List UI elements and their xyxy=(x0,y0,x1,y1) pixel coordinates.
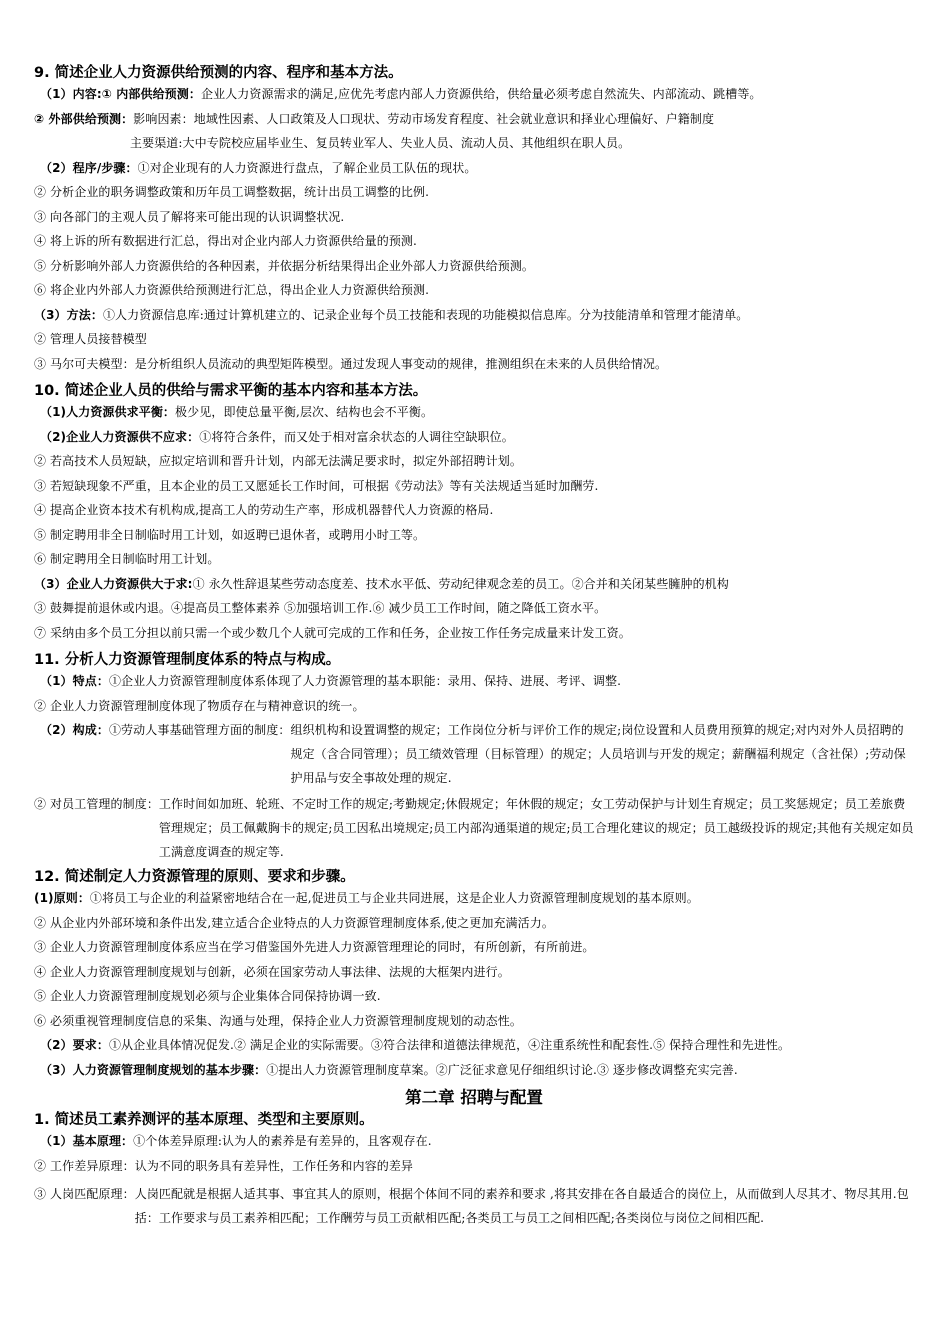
q10-line-2: （2)企业人力资源供不应求：①将符合条件，而又处于相对富余状态的人调往空缺职位。 xyxy=(40,429,514,444)
q10-line-8: （3）企业人力资源供大于求:① 永久性辞退某些劳动态度差、技术水平低、劳动纪律观念差的员工。②合并和关闭某些臃肿的机构 xyxy=(34,576,729,591)
q12-line-7: （2）要求：①从企业具体情况促发.② 满足企业的实际需要。③符合法律和道德法律规范，④注重系统性和配套性.⑤ 保持合理性和先进性。 xyxy=(40,1038,791,1052)
q9-line-3: 主要渠道:大中专院校应届毕业生、复员转业军人、失业人员、流动人员、其他组织在职人员。 xyxy=(130,136,631,150)
q9-line-4: （2）程序/步骤：①对企业现有的人力资源进行盘点，了解企业员工队伍的现状。 xyxy=(40,160,477,175)
q12-line-5: ⑤ 企业人力资源管理制度规划必须与企业集体合同保持协调一致. xyxy=(34,989,381,1003)
q9-line-6: ③ 向各部门的主观人员了解将来可能出现的认识调整状况. xyxy=(34,209,345,224)
q10-line-9: ③ 鼓舞提前退休或内退。④提高员工整体素养 ⑤加强培训工作.⑥ 减少员工工作时间，随之降低工资水平。 xyxy=(34,601,607,615)
question-10-title: 10. 简述企业人员的供给与需求平衡的基本内容和基本方法。 xyxy=(34,383,428,399)
q11-line-4: ② 对员工管理的制度： 工作时间如加班、轮班、不定时工作的规定;考勤规定;休假规定；年休假的规定；女工劳动保护与计划生育规定；员工奖惩规定；员工差旅费管理规定；员工佩戴胸卡的规定;员工因私出境规定;员工内部沟通渠道的规定;员工合理化建议的规定；员工越级投诉的规定;其他有关规定如员工满意度调查的规定等. xyxy=(34,797,914,859)
q11-line-3: （2）构成：①劳动人事基础管理方面的制度： 组织机构和设置调整的规定；工作岗位分析与评价工作的规定;岗位设置和人员费用预算的规定;对内对外人员招聘的规定（含合同管理）；员工绩效管理（目标管理）的规定；人员培训与开发的规定；薪酬福利规定（含社保）;劳动保护用品与安全事故处理的规定. xyxy=(40,723,906,785)
question-11-title: 11. 分析人力资源管理制度体系的特点与构成。 xyxy=(34,652,341,668)
document-page xyxy=(34,62,914,1230)
q11-line-2: ② 企业人力资源管理制度体现了物质存在与精神意识的统一。 xyxy=(34,698,365,713)
q10-line-3: ② 若高技术人员短缺，应拟定培训和晋升计划，内部无法满足要求时，拟定外部招聘计划。 xyxy=(34,454,522,468)
chapter-2-title: 第二章 招聘与配置 xyxy=(405,1088,543,1107)
q12-line-1: (1)原则：①将员工与企业的利益紧密地结合在一起,促进员工与企业共同进展，这是企业人力资源管理制度规划的基本原则。 xyxy=(34,891,699,905)
q12-line-2: ② 从企业内外部环境和条件出发,建立适合企业特点的人力资源管理制度体系,使之更加充满活力。 xyxy=(34,915,554,930)
q10-line-4: ③ 若短缺现象不严重，且本企业的员工又愿延长工作时间，可根据《劳动法》等有关法规适当延时加酬劳. xyxy=(34,478,599,493)
q9-line-10: （3）方法：①人力资源信息库:通过计算机建立的、记录企业每个员工技能和表现的功能模拟信息库。分为技能清单和管理才能清单。 xyxy=(34,307,749,322)
q9-line-5: ② 分析企业的职务调整政策和历年员工调整数据，统计出员工调整的比例. xyxy=(34,185,430,199)
q10-line-10: ⑦ 采纳由多个员工分担以前只需一个或少数几个人就可完成的工作和任务，企业按工作任务完成量来计发工资。 xyxy=(34,625,631,640)
ch2-q1-line-3: ③ 人岗匹配原理： 人岗匹配就是根据人适其事、事宜其人的原则，根据个体间不同的素养和要求 ,将其安排在各自最适合的岗位上，从而做到人尽其才、物尽其用.包括：工作要求与员工素养相匹配；工作酬劳与员工贡献相匹配;各类员工与员工之间相匹配;各类岗位与岗位之间相匹配. xyxy=(34,1187,909,1225)
q10-line-1: （1)人力资源供求平衡：极少见，即使总量平衡,层次、结构也会不平衡。 xyxy=(40,405,434,419)
question-9-title: 9. 简述企业人力资源供给预测的内容、程序和基本方法。 xyxy=(34,65,403,81)
q9-line-12: ③ 马尔可夫模型：是分析组织人员流动的典型矩阵模型。通过发现人事变动的规律，推测组织在未来的人员供给情况。 xyxy=(34,356,668,371)
chapter-2-question-1-title: 1. 简述员工素养测评的基本原理、类型和主要原则。 xyxy=(34,1112,374,1128)
q11-line-1: （1）特点：①企业人力资源管理制度体系体现了人力资源管理的基本职能：录用、保持、进展、考评、调整. xyxy=(40,674,622,688)
ch2-q1-line-2: ② 工作差异原理：认为不同的职务具有差异性，工作任务和内容的差异 xyxy=(34,1158,414,1173)
q12-line-6: ⑥ 必须重视管理制度信息的采集、沟通与处理，保持企业人力资源管理制度规划的动态性。 xyxy=(34,1013,522,1028)
q10-line-6: ⑤ 制定聘用非全日制临时用工计划，如返聘已退休者，或聘用小时工等。 xyxy=(34,527,426,542)
q10-line-5: ④ 提高企业资本技术有机构成,提高工人的劳动生产率，形成机器替代人力资源的格局. xyxy=(34,503,494,517)
q12-line-4: ④ 企业人力资源管理制度规划与创新，必须在国家劳动人事法律、法规的大框架内进行。 xyxy=(34,964,510,979)
q9-line-7: ④ 将上诉的所有数据进行汇总，得出对企业内部人力资源供给量的预测. xyxy=(34,234,417,248)
q10-line-7: ⑥ 制定聘用全日制临时用工计划。 xyxy=(34,552,220,566)
ch2-q1-line-1: （1）基本原理：①个体差异原理:认为人的素养是有差异的，且客观存在. xyxy=(40,1134,432,1148)
q9-line-8: ⑤ 分析影响外部人力资源供给的各种因素，并依据分析结果得出企业外部人力资源供给预测。 xyxy=(34,258,535,273)
q9-line-1: （1）内容:① 内部供给预测：企业人力资源需求的满足,应优先考虑内部人力资源供给，供给量必须考虑自然流失、内部流动、跳槽等。 xyxy=(40,87,762,101)
q12-line-8: （3）人力资源管理制度规划的基本步骤：①提出人力资源管理制度草案。②广泛征求意见仔细组织讨论.③ 逐步修改调整充实完善. xyxy=(40,1062,738,1077)
q9-line-11: ② 管理人员接替模型 xyxy=(34,332,147,346)
q9-line-9: ⑥ 将企业内外部人力资源供给预测进行汇总，得出企业人力资源供给预测. xyxy=(34,283,430,297)
q9-line-2: ② 外部供给预测：影响因素：地域性因素、人口政策及人口现状、劳动市场发育程度、社会就业意识和择业心理偏好、户籍制度 xyxy=(34,111,715,126)
question-12-title: 12. 简述制定人力资源管理的原则、要求和步骤。 xyxy=(34,869,355,885)
q12-line-3: ③ 企业人力资源管理制度体系应当在学习借鉴国外先进人力资源管理理论的同时，有所创新，有所前进。 xyxy=(34,940,595,954)
